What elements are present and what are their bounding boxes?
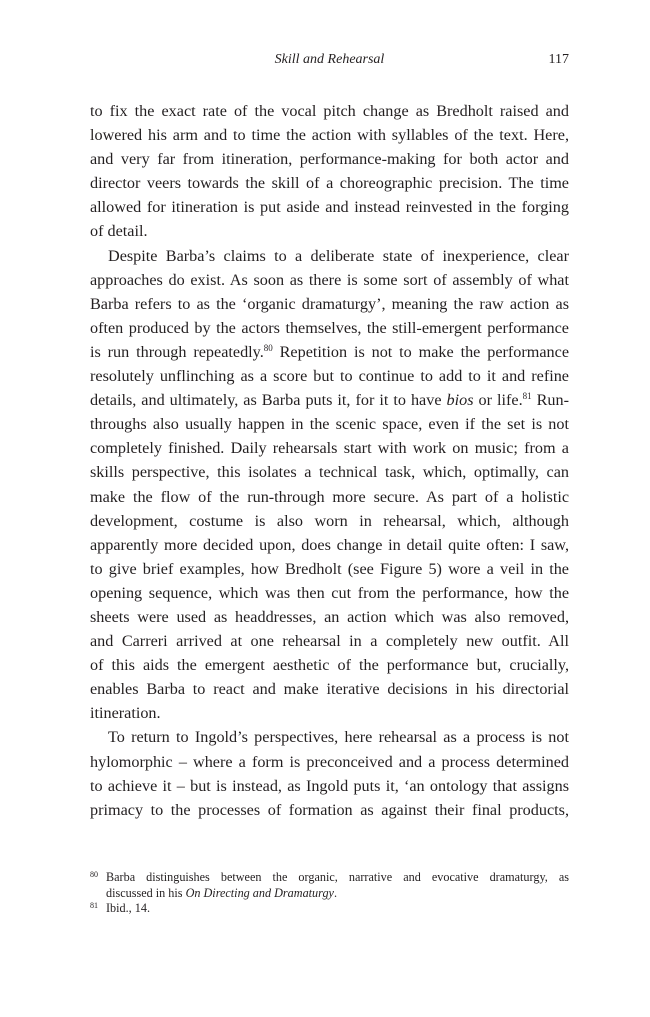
text-line: Barba refers to as the ‘organic dramaturgy’, meaning the raw action as [90, 294, 569, 313]
text-line: completely finished. Daily rehearsals start with work on music; from a [90, 439, 569, 458]
footnote-text: . [333, 885, 337, 900]
text-segment: Repetition is not to make the performance [272, 342, 570, 361]
text-line: director veers towards the skill of a choreographic precision. The time [90, 174, 569, 193]
text-line: approaches do exist. As soon as there is some sort of assembly of what [90, 270, 569, 289]
footnotes [90, 870, 569, 917]
book-title: On Directing and Dramaturgy [185, 885, 334, 900]
text-line: To return to Ingold’s perspectives, here rehearsal as a process is not [108, 728, 569, 747]
footnote-line [90, 886, 569, 902]
footnote-line: 81 Ibid., 14. [90, 901, 151, 915]
text-line: resolutely unflinching as a score but to continue to add to it and refine [90, 367, 569, 386]
text-line: often produced by the actors themselves, the still-emergent performance [90, 318, 569, 337]
footnote-ref-81[interactable]: 81 [522, 391, 532, 402]
text-line: and very far from itineration, performance-making for both actor and [90, 150, 569, 169]
text-line: of this aids the emergent aesthetic of the performance but, crucially, [90, 656, 569, 675]
text-line: and Carreri arrived at one rehearsal in a completely new outfit. All [90, 632, 569, 651]
page-number: 117 [548, 52, 569, 67]
footnote-81 [90, 901, 569, 917]
text-line: enables Barba to react and make iterative decisions in his directorial [90, 680, 569, 699]
text-line: development, costume is also worn in rehearsal, which, although [90, 511, 569, 530]
text-line: Despite Barba’s claims to a deliberate state of inexperience, clear [108, 246, 569, 265]
text-line: throughs also usually happen in the scenic space, even if the set is not [90, 415, 569, 434]
text-line: lowered his arm and to time the action with syllables of the text. Here, [90, 126, 569, 145]
text-line: itineration. [90, 704, 161, 723]
text-line: skills perspective, this isolates a technical task, which, optimally, can [90, 463, 569, 482]
text-segment: is run through repeatedly. [90, 342, 264, 361]
emphasis-bios: bios [446, 391, 474, 410]
text-line [90, 340, 569, 364]
body-text [90, 99, 569, 822]
text-line: primacy to the processes of formation as against their final products, [90, 800, 569, 819]
text-line: apparently more decided upon, does change in detail quite often: I saw, [90, 535, 569, 554]
text-line: allowed for itineration is put aside and instead reinvested in the forging [90, 198, 569, 217]
text-segment: Run- [531, 391, 570, 410]
running-title: Skill and Rehearsal [274, 52, 385, 67]
text-line: hylomorphic – where a form is preconceived and a process determined [90, 752, 569, 771]
text-line: sheets were used as headdresses, an action which was also removed, [90, 607, 569, 626]
text-line [90, 388, 569, 412]
running-head [90, 52, 569, 72]
footnote-text: discussed in his [106, 885, 186, 900]
footnote-ref-80[interactable]: 80 [263, 342, 273, 353]
text-line: to achieve it – but is instead, as Ingold puts it, ‘an ontology that assigns [90, 776, 569, 795]
text-line: opening sequence, which was then cut from the performance, how the [90, 583, 569, 602]
text-segment: details, and ultimately, as Barba puts it, for it to have [90, 391, 447, 410]
text-line: to fix the exact rate of the vocal pitch change as Bredholt raised and [90, 102, 569, 120]
footnote-line: 80 Barba distinguishes between the organic, narrative and evocative dramaturgy, as [90, 870, 569, 884]
footnote-80 [90, 870, 569, 901]
footnote-text: Ibid., 14. [106, 901, 151, 915]
text-line: of detail. [90, 222, 148, 241]
text-line: make the flow of the run-through more secure. As part of a holistic [90, 487, 569, 506]
text-line: to give brief examples, how Bredholt (see Figure 5) wore a veil in the [90, 559, 569, 578]
footnote-text: Barba distinguishes between the organic, narrative and evocative dramaturgy, as [106, 870, 569, 884]
text-segment: or life. [473, 391, 523, 410]
